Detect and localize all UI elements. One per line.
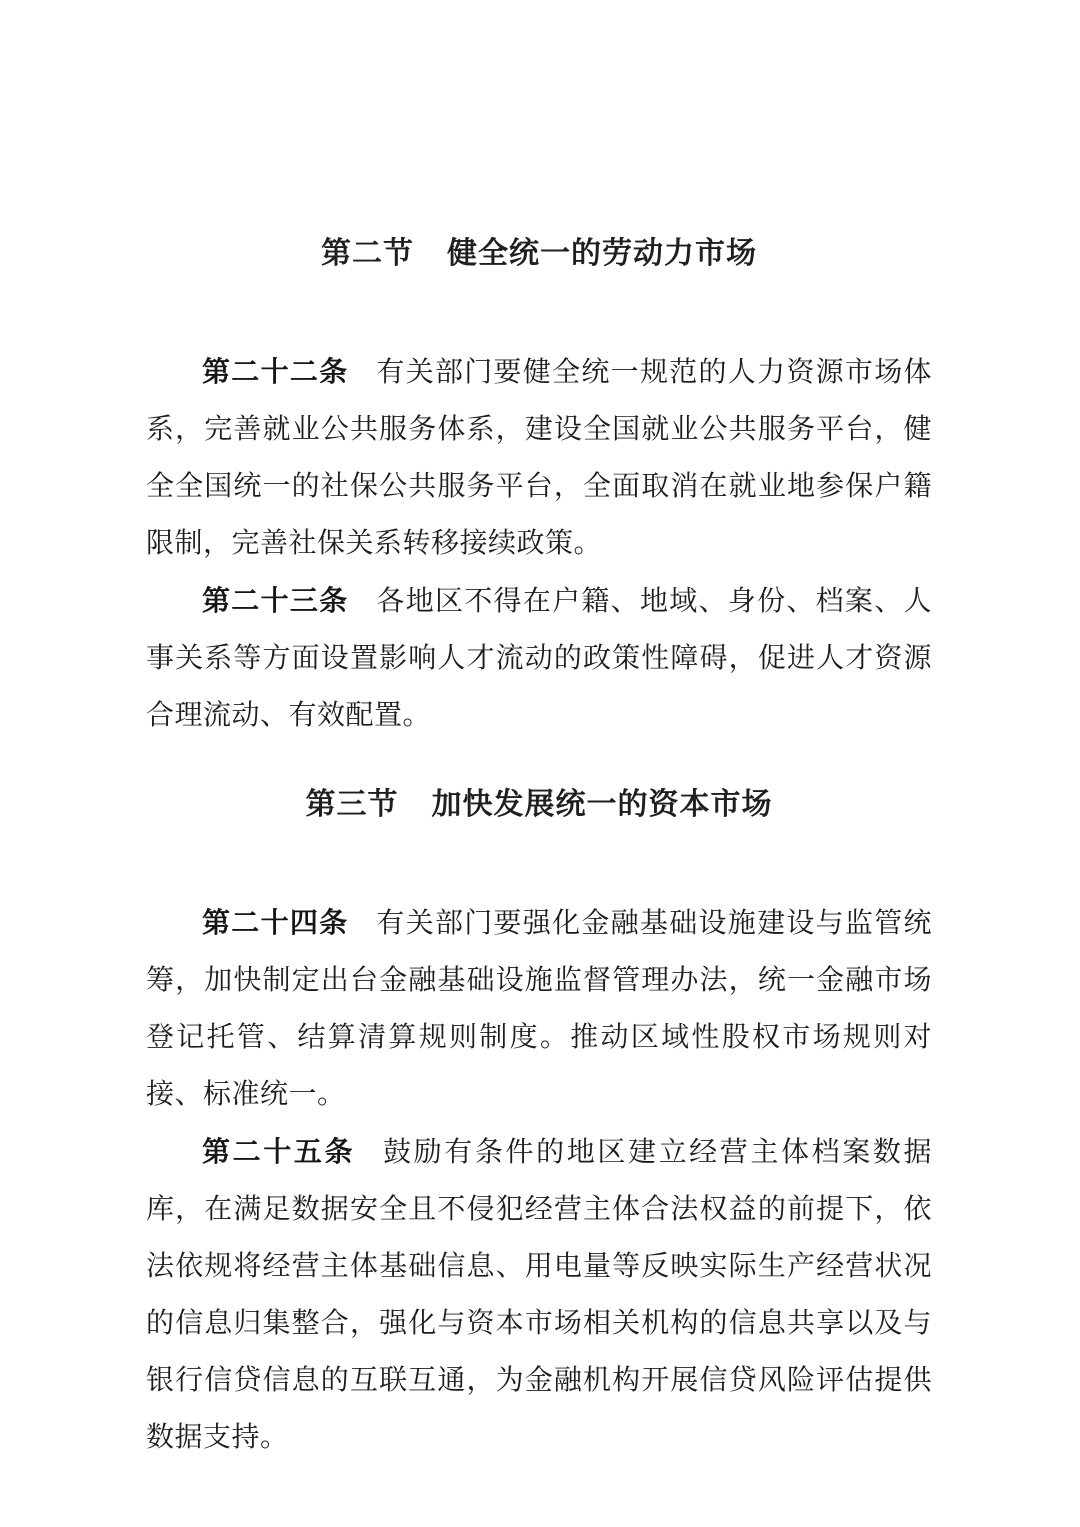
article-23 — [146, 572, 932, 744]
article-22-number: 第二十二条 — [202, 356, 349, 387]
section-title: 加快发展统一的资本市场 — [431, 788, 773, 821]
article-25-text: 鼓励有条件的地区建立经营主体档案数据库，在满足数据安全且不侵犯经营主体合法权益的前提下，依法依规将经营主体基础信息、用电量等反映实际生产经营状况的信息归集整合，强化与资本市场相关机构的信息共享以及与银行信贷信息的互联互通，为金融机构开展信贷风险评估提供数据支持。 — [146, 1137, 932, 1453]
section-heading-capital-market — [146, 786, 932, 824]
article-22-text: 有关部门要健全统一规范的人力资源市场体系，完善就业公共服务体系，建设全国就业公共服务平台，健全全国统一的社保公共服务平台，全面取消在就业地参保户籍限制，完善社保关系转移接续政策。 — [146, 357, 932, 559]
section-heading-labor-market — [146, 235, 932, 273]
article-24 — [146, 894, 932, 1123]
section-number: 第二节 — [321, 237, 414, 270]
article-24-text: 有关部门要强化金融基础设施建设与监管统筹，加快制定出台金融基础设施监督管理办法，统一金融市场登记托管、结算清算规则制度。推动区域性股权市场规则对接、标准统一。 — [146, 908, 932, 1110]
section-title: 健全统一的劳动力市场 — [447, 237, 757, 270]
section-number: 第三节 — [305, 788, 399, 821]
article-25-number: 第二十五条 — [202, 1136, 356, 1167]
article-24-number: 第二十四条 — [202, 907, 349, 938]
article-22 — [146, 343, 932, 572]
article-25 — [146, 1123, 932, 1466]
article-23-number: 第二十三条 — [202, 585, 349, 616]
article-23-text: 各地区不得在户籍、地域、身份、档案、人事关系等方面设置影响人才流动的政策性障碍，促进人才资源合理流动、有效配置。 — [146, 586, 932, 731]
